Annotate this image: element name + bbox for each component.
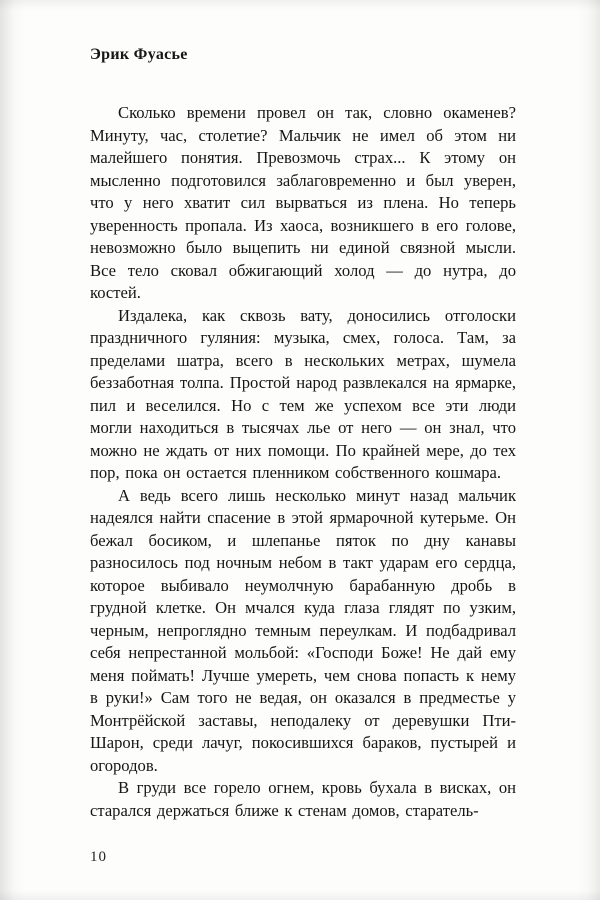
text-block <box>90 46 516 822</box>
page-number: 10 <box>90 849 107 865</box>
body-paragraph: Издалека, как сквозь вату, доносились отголоски праздничного гуляния: музыка, смех, голоса. Там, за пределами шатра, всего в нескольких метрах, шумела беззаботная толпа. Простой народ развлекался на ярмарке, пил и веселился. Но с тем же успехом все эти люди могли находиться в тысячах лье от него — он знал, что можно не ждать от них помощи. По крайней мере, до тех пор, пока он остается пленником собственного кошмара. <box>90 305 516 482</box>
body-paragraph: Сколько времени провел он так, словно окаменев? Минуту, час, столетие? Мальчик не имел об этом ни малейшего понятия. Превозмочь страх... К этому он мысленно подготовился заблаговременно и был уверен, что у него хватит сил вырваться из плена. Но теперь уверенность пропала. Из хаоса, возникшего в его голове, невозможно было выцепить ни единой связной мысли. Все тело сковал обжигающий холод — до нутра, до костей. <box>90 103 516 302</box>
body-paragraph: В груди все горело огнем, кровь бухала в висках, он старался держаться ближе к стенам домов, старатель- <box>90 778 516 820</box>
author-header: Эрик Фуасье <box>90 46 188 63</box>
body-paragraph: А ведь всего лишь несколько минут назад мальчик надеялся найти спасение в этой ярмарочной кутерьме. Он бежал босиком, и шлепанье пяток по дну канавы разносилось под ночным небом в такт ударам его сердца, которое выбивало неумолчную барабанную дробь в грудной клетке. Он мчался куда глаза глядят по узким, черным, непроглядно темным переулкам. И подбадривал себя непрестанной мольбой: «Господи Боже! Не дай ему меня поймать! Лучше умереть, чем снова попасть к нему в руки!» Сам того не ведая, он оказался в предместье у Монтрёйской заставы, неподалеку от деревушки Пти-Шарон, среди лачуг, покосившихся бараков, пустырей и огородов. <box>90 485 516 775</box>
body-text <box>90 102 516 822</box>
